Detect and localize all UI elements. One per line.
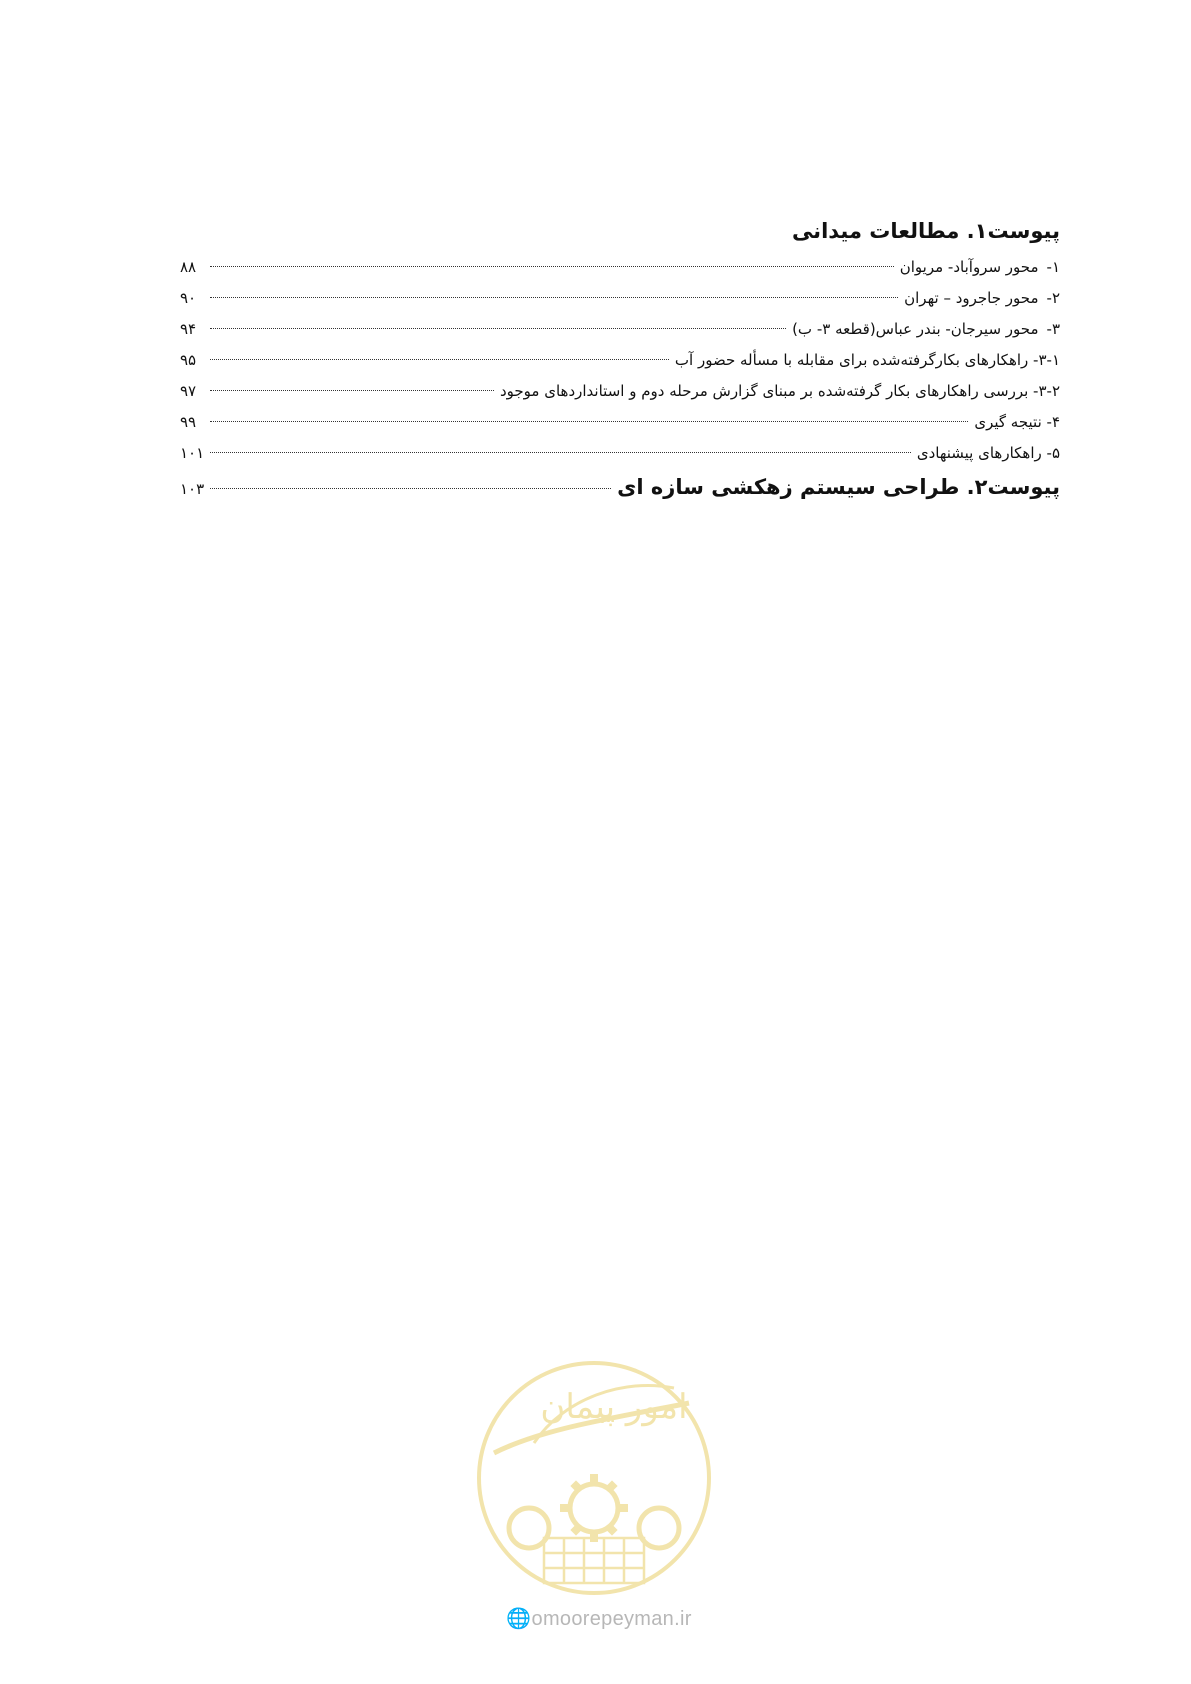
toc-entry[interactable] (180, 407, 1060, 438)
toc-entry[interactable] (180, 345, 1060, 376)
toc-entry-page: ۸۸ (180, 258, 197, 276)
toc-entry-label: ۳-۱- راهکارهای بکارگرفته‌شده برای مقابله با مسأله حضور آب (674, 351, 1060, 369)
toc-entry[interactable] (180, 438, 1060, 469)
toc-entry-number: ۲- (1046, 289, 1060, 307)
watermark-url: 🌐omoorepeyman.ir (506, 1608, 692, 1630)
dot-leader (210, 390, 494, 391)
toc-entry-page: ۹۰ (180, 289, 197, 307)
watermark-logo-icon (474, 1358, 714, 1598)
toc-entry-label: ۵- راهکارهای پیشنهادی (916, 444, 1060, 462)
dot-leader (210, 421, 968, 422)
dot-leader (210, 297, 898, 298)
appendix-2-label: پیوست۲. طراحی سیستم زهکشی سازه ای (617, 475, 1060, 499)
dot-leader (210, 266, 894, 267)
dot-leader (210, 359, 669, 360)
watermark-logo-text: امور پیمان (540, 1387, 688, 1427)
toc-entry[interactable] (180, 252, 1060, 283)
toc-entry-label: ۳-۲- بررسی راهکارهای بکار گرفته‌شده بر مبنای گزارش مرحله دوم و استانداردهای موجود (499, 382, 1060, 400)
toc-entry-label: محور جاجرود – تهران (904, 289, 1039, 307)
appendix-2-entry[interactable] (180, 469, 1060, 505)
appendix-1-heading: پیوست۱. مطالعات میدانی (791, 219, 1060, 243)
toc-entry-page: ۹۴ (180, 320, 197, 338)
toc-entry-label: محور سروآباد- مریوان (899, 258, 1039, 276)
toc-entry[interactable] (180, 314, 1060, 345)
table-of-contents (180, 216, 1060, 505)
toc-entry-page: ۹۷ (180, 382, 197, 400)
toc-entry-number: ۳- (1046, 320, 1060, 338)
toc-entry[interactable] (180, 283, 1060, 314)
dot-leader (210, 328, 786, 329)
toc-entry-page: ۹۵ (180, 351, 197, 369)
toc-entry-page: ۱۰۱ (180, 444, 205, 462)
appendix-2-page: ۱۰۳ (180, 480, 205, 498)
dot-leader (210, 452, 911, 453)
dot-leader (210, 488, 611, 489)
toc-entry[interactable] (180, 376, 1060, 407)
toc-entry-label: ۴- نتیجه گیری (974, 413, 1060, 431)
toc-entry-label: محور سیرجان- بندر عباس(قطعه ۳- ب) (792, 320, 1039, 338)
toc-entry-number: ۱- (1046, 258, 1060, 276)
globe-icon: 🌐 (506, 1608, 532, 1630)
toc-entry-page: ۹۹ (180, 413, 197, 431)
